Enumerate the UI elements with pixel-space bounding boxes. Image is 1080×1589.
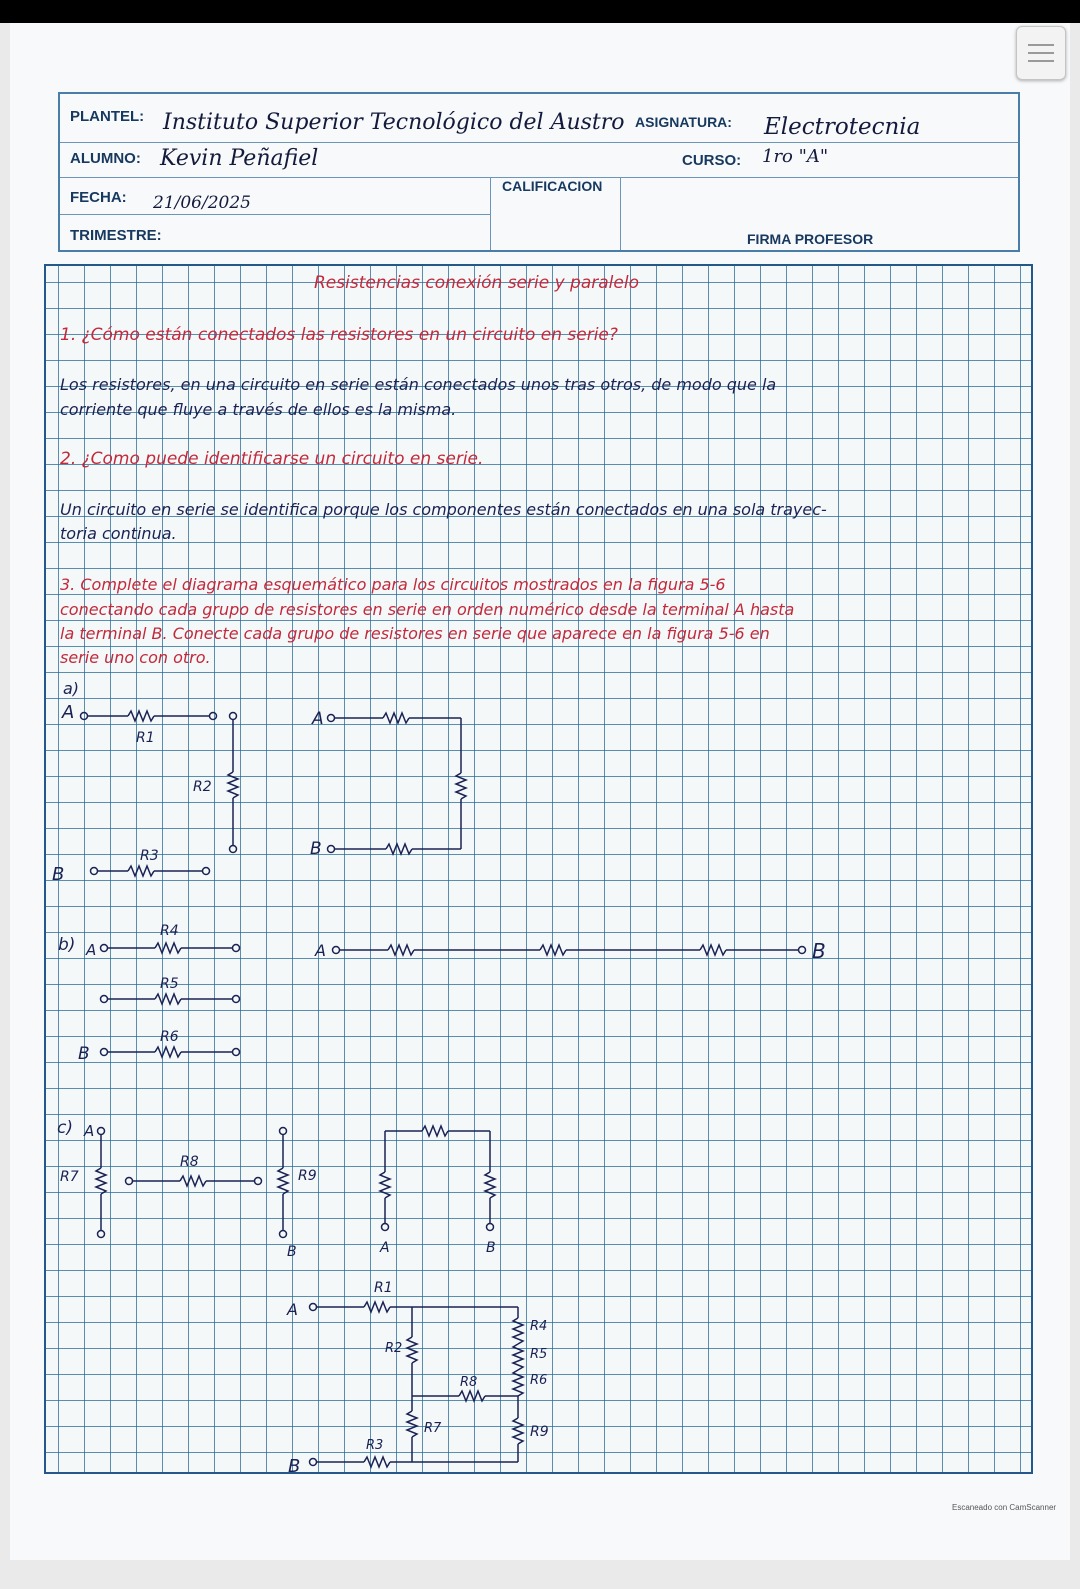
question-3-line-3: la terminal B. Conecte cada grupo de resistores en serie que aparece en la figura 5-6 en [60, 624, 770, 643]
r5-label: R5 [530, 1347, 548, 1362]
terminal-b-label: B [52, 864, 65, 885]
menu-icon [1028, 44, 1054, 46]
terminal-b-label: B [310, 839, 322, 859]
menu-icon-line [1028, 60, 1054, 62]
terminal-a-label: A [315, 941, 326, 960]
trimestre-label: TRIMESTRE: [70, 227, 162, 244]
asignatura-label: ASIGNATURA: [635, 114, 732, 130]
r3-label: R3 [366, 1438, 384, 1453]
terminal-a-label: A [84, 1122, 95, 1140]
answer-1-line-2: corriente que fluye a través de ellos es la misma. [60, 400, 457, 419]
r2-label: R2 [193, 779, 212, 795]
question-3-line-2: conectando cada grupo de resistores en serie en orden numérico desde la terminal A hasta [60, 600, 795, 619]
terminal-b-label: B [812, 939, 826, 963]
alumno-value: Kevin Peñafiel [160, 146, 319, 171]
r6-label: R6 [160, 1029, 179, 1045]
terminal-b-label: B [486, 1240, 496, 1256]
r9-label: R9 [530, 1424, 549, 1440]
r1-label: R1 [136, 730, 155, 746]
answer-2-line-2: toria continua. [60, 524, 177, 543]
terminal-b-label: B [78, 1044, 90, 1064]
curso-value: 1ro "A" [762, 146, 829, 167]
label-b: b) [58, 935, 76, 955]
terminal-b-label: B [287, 1244, 297, 1260]
r8-label: R8 [460, 1375, 478, 1390]
fecha-value: 21/06/2025 [153, 193, 251, 213]
scanner-credit: Escaneado con CamScanner [952, 1503, 1057, 1512]
question-3-line-1: 3. Complete el diagrama esquemático para los circuitos mostrados en la figura 5-6 [60, 575, 726, 594]
fecha-label: FECHA: [70, 189, 127, 206]
r8-label: R8 [180, 1154, 199, 1170]
question-1: 1. ¿Cómo están conectados las resistores en un circuito en serie? [60, 325, 618, 345]
terminal-b-label: B [288, 1456, 301, 1477]
r4-label: R4 [160, 923, 179, 939]
menu-icon-line [1028, 52, 1054, 54]
curso-label: CURSO: [682, 152, 742, 169]
question-2: 2. ¿Como puede identificarse un circuito en serie. [60, 449, 484, 469]
r3-label: R3 [140, 848, 159, 864]
terminal-a-label: A [380, 1240, 390, 1256]
r7-label: R7 [424, 1421, 442, 1436]
r4-label: R4 [530, 1319, 548, 1334]
r9-label: R9 [298, 1168, 317, 1184]
worksheet-title: Resistencias conexión serie y paralelo [314, 273, 639, 293]
question-3-line-4: serie uno con otro. [60, 648, 211, 667]
menu-button[interactable] [1016, 26, 1066, 80]
calificacion-label: CALIFICACION [502, 178, 603, 194]
asignatura-value: Electrotecnia [764, 114, 921, 140]
plantel-value: Instituto Superior Tecnológico del Austro [163, 110, 625, 135]
terminal-a-label: A [287, 1300, 298, 1319]
terminal-a-label: A [86, 941, 97, 959]
answer-1-line-1: Los resistores, en una circuito en serie están conectados unos tras otros, de modo que la [60, 375, 777, 394]
r2-label: R2 [385, 1341, 403, 1356]
terminal-a-label: A [312, 709, 324, 729]
r5-label: R5 [160, 976, 179, 992]
label-a: a) [63, 679, 80, 698]
firma-profesor-label: FIRMA PROFESOR [747, 231, 874, 247]
r1-label: R1 [374, 1280, 393, 1296]
alumno-label: ALUMNO: [70, 150, 141, 167]
r7-label: R7 [60, 1169, 79, 1185]
answer-2-line-1: Un circuito en serie se identifica porque los componentes están conectados en una sola trayec- [60, 500, 827, 519]
label-c: c) [57, 1118, 73, 1138]
terminal-a-label: A [62, 702, 75, 723]
r6-label: R6 [530, 1373, 548, 1388]
plantel-label: PLANTEL: [70, 108, 145, 125]
